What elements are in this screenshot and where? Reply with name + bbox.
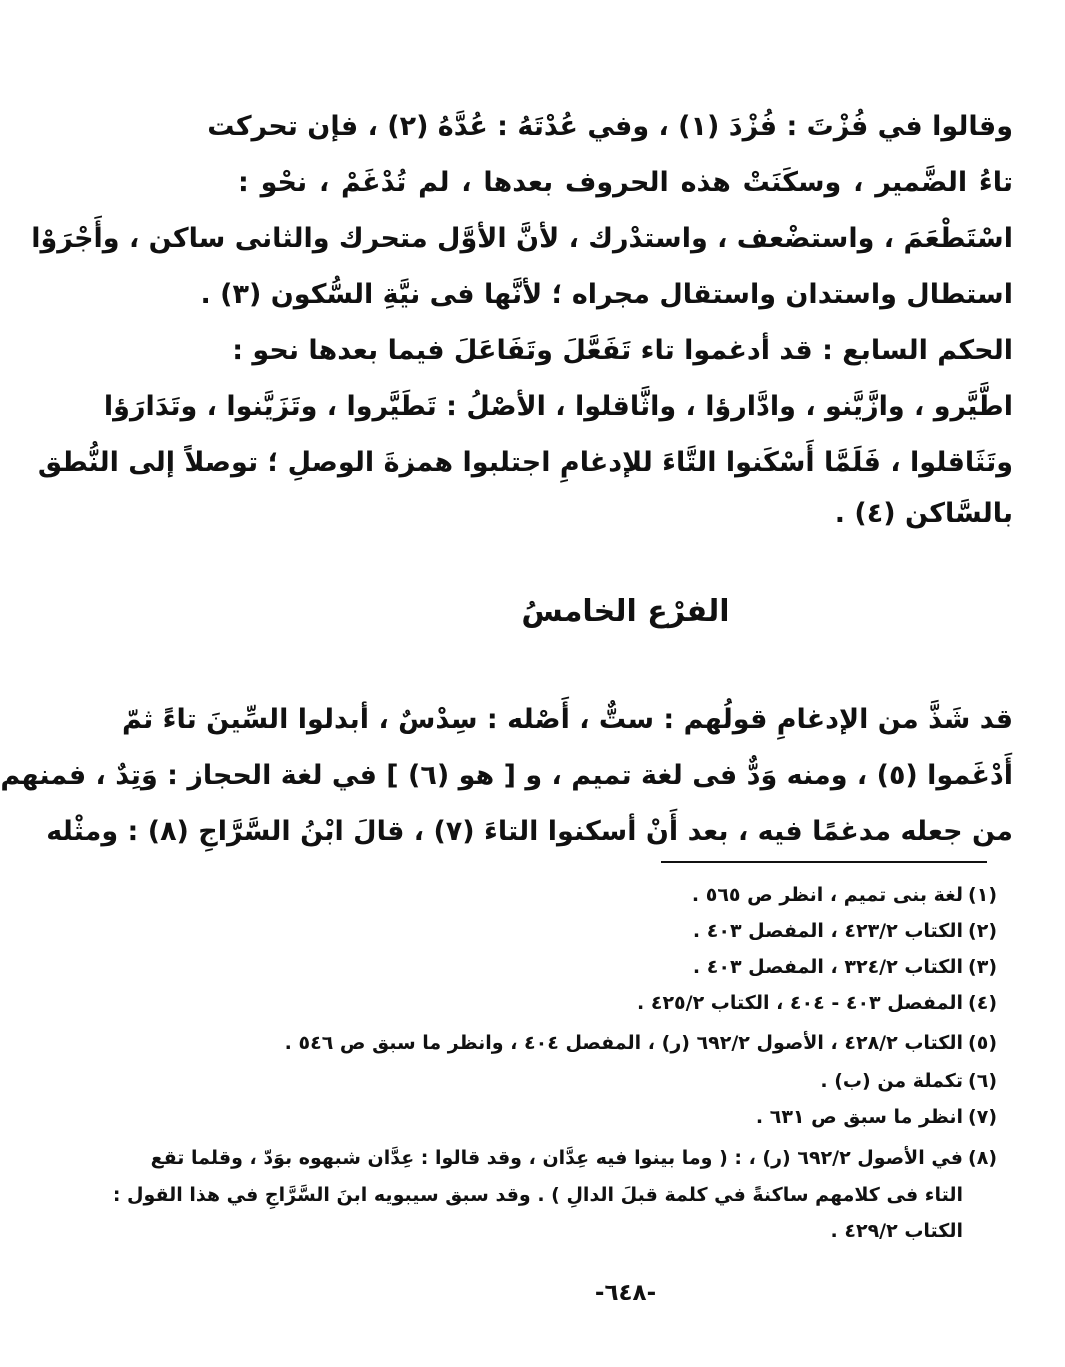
paragraph-1-line-4: استطال واستدان واستقال مجراه ؛ لأنَّها فى نيَّةِ السُّكون (٣) .: [200, 279, 1013, 310]
paragraph-1-line-3: اسْتَطْعَمَ ، واستضْعف ، واستدْرك ، لأنَّ الأوَّل متحرك والثانى ساكن ، وأَجْرَوْا: [31, 223, 1013, 254]
footnote-number: (٧): [968, 1106, 997, 1128]
footnote-text: المفصل ٤٠٣ - ٤٠٤ ، الكتاب ٤٢٥/٢ .: [637, 992, 963, 1014]
footnote-number: (٨): [968, 1147, 997, 1169]
footnote-5: [252, 1026, 997, 1060]
footnote-text: الكتاب ٤٢٨/٢ ، الأصول ٦٩٢/٢ (ر) ، المفصل ٤٠٤ ، وانظر ما سبق ص ٥٤٦ .: [284, 1032, 963, 1054]
footnote-number: (٥): [968, 1032, 997, 1054]
paragraph-2-line-4: بالسَّاكن (٤) .: [834, 498, 1013, 529]
rule-seven-heading: الحكم السابع :: [822, 335, 1013, 366]
footnote-7: [252, 1100, 997, 1134]
footnote-text: الكتاب ٤٢٣/٢ ، المفصل ٤٠٣ .: [692, 920, 963, 942]
paragraph-2-line-1: [232, 322, 1013, 380]
footnote-divider: [661, 861, 987, 863]
footnote-number: (١): [968, 884, 997, 906]
footnote-text: الكتاب ٣٢٤/٢ ، المفصل ٤٠٣ .: [692, 956, 963, 978]
footnote-8-continuation-1: التاء فى كلامهم ساكنةً في كلمة قبلَ الدالِ ) . وقد سبق سيبويه ابنَ السَّرَّاجِ في هذا القول :: [112, 1184, 963, 1206]
footnote-text: في الأصول ٦٩٢/٢ (ر) ، : ( وما بينوا فيه عِدَّان ، وقد قالوا : عِدَّان شبهوه بوَدّ ، وقلما تقع: [150, 1147, 963, 1169]
paragraph-3-line-3: من جعله مدغمًا فيه ، بعد أَنْ أسكنوا التاءَ (٧) ، قالَ ابْنُ السَّرَّاجِ (٨) : ومثْله: [46, 816, 1013, 847]
footnote-8-continuation-2: الكتاب ٤٢٩/٢ .: [830, 1220, 963, 1242]
footnote-text: لغة بنى تميم ، انظر ص ٥٦٥ .: [691, 884, 963, 906]
paragraph-3-line-1: قد شَذَّ من الإدغامِ قولُهم : ستٌّ ، أَصْله : سِدْسٌ ، أبدلوا السِّينَ تاءً ثمّ: [121, 704, 1013, 735]
footnote-4: [252, 986, 997, 1020]
footnote-2: [252, 914, 997, 948]
footnote-3: [252, 950, 997, 984]
footnote-text: انظر ما سبق ص ٦٣١ .: [755, 1106, 963, 1128]
footnote-number: (٦): [968, 1070, 997, 1092]
paragraph-2-line-1-text: قد أدغموا تاء تَفَعَّلَ وتَفَاعَلَ فيما بعدها نحو :: [232, 335, 823, 366]
footnote-1: [252, 878, 997, 912]
paragraph-1-line-2: تاءُ الضَّمير ، وسكَنَتْ هذه الحروف بعدها ، لم تُدْغَمْ ، نحْو :: [238, 167, 1013, 198]
footnote-number: (٢): [968, 920, 997, 942]
paragraph-3-line-2: أَدْغَموا (٥) ، ومنه وَدٌّ فى لغة تميم ، و [ هو (٦) ] في لغة الحجاز : وَتِدٌ ، فمنهم: [0, 760, 1013, 791]
paragraph-2-line-2: اطَّيَّرو ، وازَّيَّنو ، وادَّارؤا ، واثَّاقلوا ، الأصْلُ : تَطَيَّروا ، وتَزَيَّنوا ، وتَدَارَؤا: [103, 391, 1013, 422]
footnote-8: [150, 1141, 997, 1175]
paragraph-1-line-1: وقالوا في فُزْتَ : فُزْدَ (١) ، وفي عُدْتَهُ : عُدَّهُ (٢) ، فإن تحركت: [207, 111, 1013, 142]
footnote-number: (٣): [968, 956, 997, 978]
section-title: الفرْع الخامسُ: [521, 594, 730, 629]
footnote-number: (٤): [968, 992, 997, 1014]
paragraph-2-line-3: وتَثَاقلوا ، فَلَمَّا أَسْكَنوا التَّاءَ للإدغامِ اجتلبوا همزةَ الوصلِ ؛ توصلاً إلى النُّطق: [37, 447, 1013, 478]
page-number: -٦٤٨-: [594, 1280, 657, 1306]
footnote-text: تكملة من (ب) .: [820, 1070, 963, 1092]
footnote-6: [252, 1064, 997, 1098]
